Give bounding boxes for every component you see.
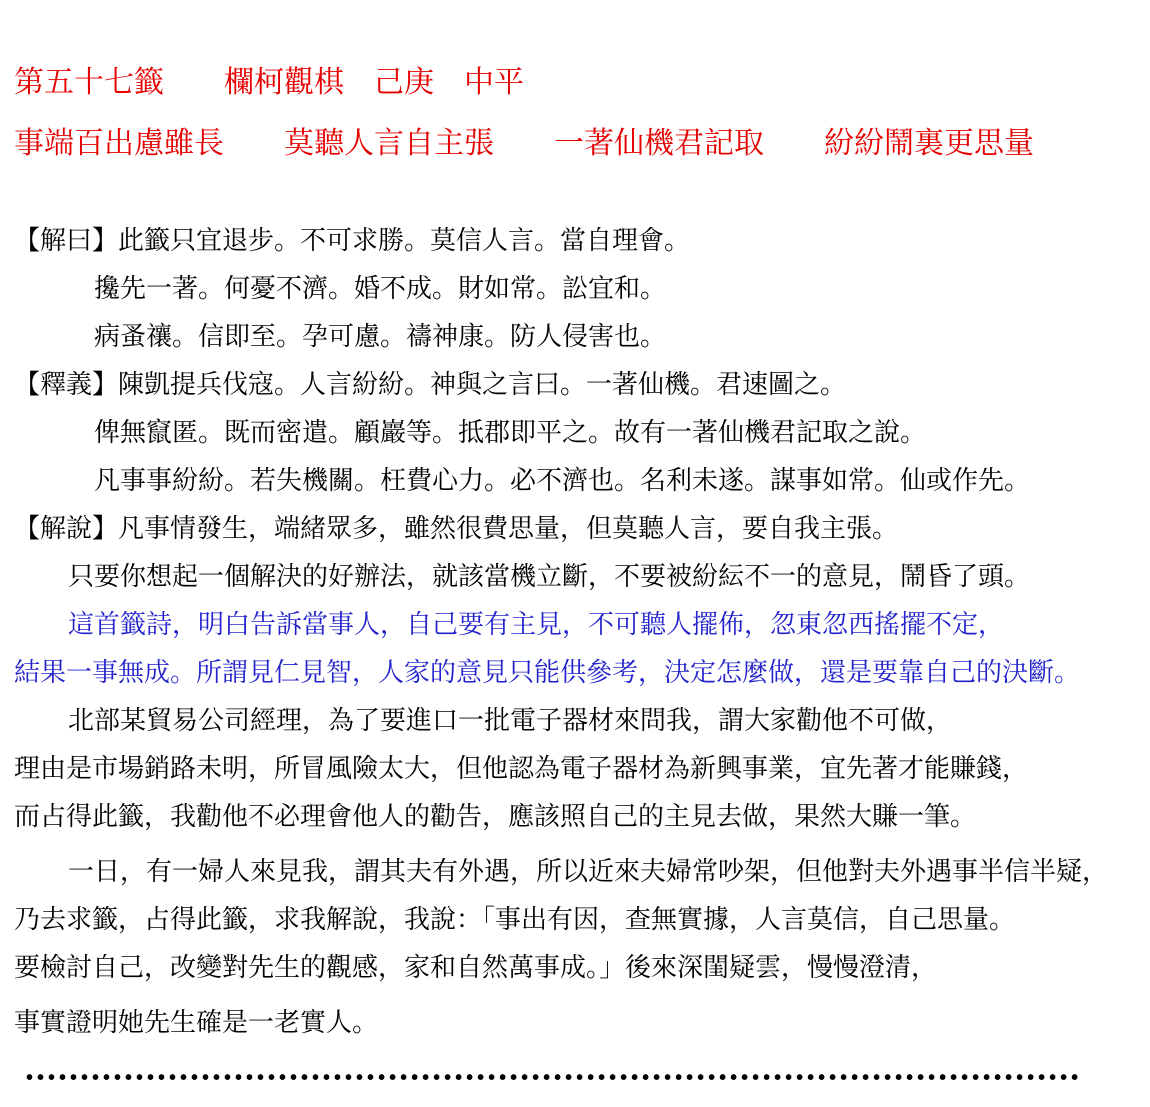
meaning-line: 俾無竄匿。既而密遣。顧巖等。抵郡即平之。故有一著仙機君記取之說。 <box>94 417 927 447</box>
story-trade-line: 理由是市場銷路未明，所冒風險太大，但他認為電子器材為新興事業，宜先著才能賺錢， <box>14 753 1029 783</box>
section-explain <box>14 216 1136 360</box>
section-story-trade <box>14 696 1136 840</box>
meaning-line: 凡事事紛紛。若失機關。枉費心力。必不濟也。名利未遂。謀事如常。仙或作先。 <box>94 465 1031 495</box>
dotted-separator: •••••••••••••••••••••••••••••••••••••••••••••••••••••••••••••••••••••••••••••••••••••••••••••••• <box>26 1067 1083 1089</box>
story-wife-line: 事實證明她先生確是一老實人。 <box>14 1007 379 1037</box>
story-wife-line: 一日，有一婦人來見我，謂其夫有外遇，所以近來夫婦常吵架，但他對夫外遇事半信半疑， <box>68 856 1109 886</box>
story-wife-line: 乃去求籤，占得此籤，求我解說，我說：「事出有因，查無實據，人言莫信，自己思量。 <box>14 904 1016 934</box>
story-trade-line: 北部某貿易公司經理，為了要進口一批電子器材來問我，謂大家勸他不可做， <box>68 705 953 735</box>
fortune-title: 第五十七籤 欄柯觀棋 己庚 中平 <box>14 66 524 99</box>
section-commentary <box>14 600 1136 696</box>
discussion-line: 只要你想起一個解決的好辦法，就該當機立斷，不要被紛紜不一的意見，鬧昏了頭。 <box>68 561 1031 591</box>
section-story-wife <box>14 847 1136 1046</box>
story-wife-line: 要檢討自己，改變對先生的觀感，家和自然萬事成。」後來深閨疑雲，慢慢澄清， <box>14 952 938 982</box>
fortune-poem: 事端百出慮雖長 莫聽人言自主張 一著仙機君記取 紛紛鬧裏更思量 <box>14 127 1034 160</box>
discussion-line: 【解說】凡事情發生，端緒眾多，雖然很費思量，但莫聽人言，要自我主張。 <box>14 513 899 543</box>
explain-line: 病蚤禳。信即至。孕可慮。禱神康。防人侵害也。 <box>94 321 667 351</box>
section-meaning <box>14 360 1136 504</box>
explain-line: 【解曰】此籤只宜退步。不可求勝。莫信人言。當自理會。 <box>14 225 691 255</box>
commentary-line: 這首籤詩，明白告訴當事人，自己要有主見，不可聽人擺佈，忽東忽西搖擺不定， <box>68 609 1005 639</box>
section-discussion <box>14 504 1136 600</box>
meaning-line: 【釋義】陳凱提兵伐寇。人言紛紛。神與之言曰。一著仙機。君速圖之。 <box>14 369 847 399</box>
commentary-line: 結果一事無成。所謂見仁見智，人家的意見只能供參考，決定怎麼做，還是要靠自己的決斷。 <box>14 657 1081 687</box>
explain-line: 攙先一著。何憂不濟。婚不成。財如常。訟宜和。 <box>94 273 667 303</box>
story-trade-line: 而占得此籤，我勸他不必理會他人的勸告，應該照自己的主見去做，果然大賺一筆。 <box>14 801 977 831</box>
